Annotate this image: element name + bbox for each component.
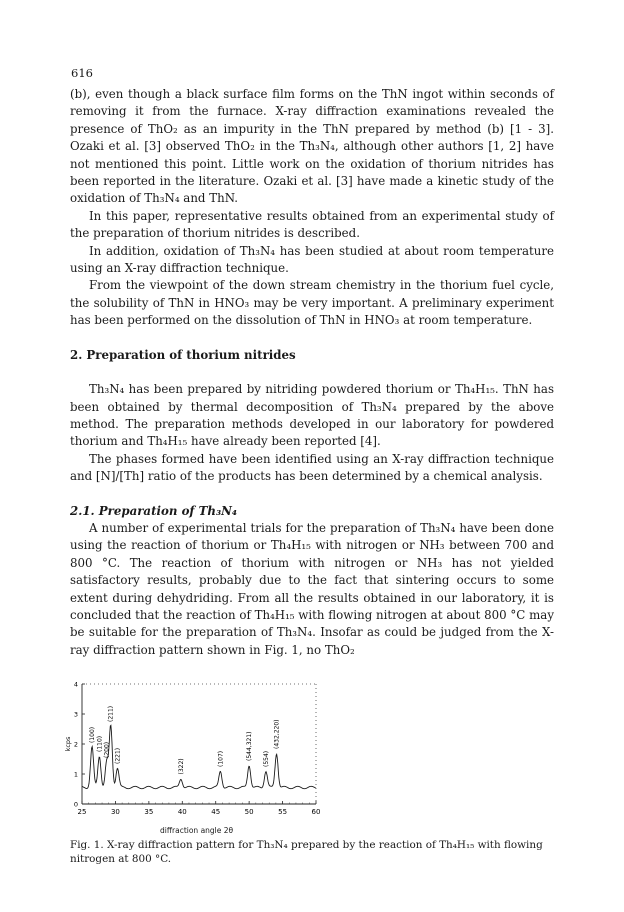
xrd-chart [64, 676, 364, 826]
peak-label: (544,321) [246, 731, 254, 761]
x-tick-label: 55 [278, 808, 288, 816]
y-tick-label: 3 [73, 710, 78, 719]
paragraph: (b), even though a black surface film forms on the ThN ingot within seconds of removing it from the furnace. X-ray diffraction examinations revealed the presence of ThO₂ as an impurity in the ThN prepared by method (b) [1 - 3]. Ozaki et al. [3] observed ThO₂ in the Th₃N₄, although other authors [1, 2] have not mentioned this point. Little work on the oxidation of thorium nitrides has been reported in the literature. Ozaki et al. [3] have made a kinetic study of the oxidation of Th₃N₄ and ThN. [70, 87, 554, 206]
x-tick-label: 35 [144, 808, 154, 816]
peak-label: (100) [89, 726, 97, 743]
peak-label: (554) [262, 750, 270, 767]
peak-label: (110) [96, 735, 104, 752]
paragraph: In this paper, representative results obtained from an experimental study of the preparation of thorium nitrides is described. [70, 208, 554, 241]
peak-label: (322) [177, 758, 185, 775]
paragraph: In addition, oxidation of Th₃N₄ has been studied at about room temperature using an X-ray diffraction technique. [70, 243, 554, 276]
x-tick-label: 25 [77, 808, 87, 816]
paragraph: The phases formed have been identified using an X-ray diffraction technique and [N]/[Th] ratio of the products has been determined by a chemical analysis. [70, 451, 554, 484]
paragraph: Th₃N₄ has been prepared by nitriding powdered thorium or Th₄H₁₅. ThN has been obtained by thermal decomposition of Th₃N₄ prepared by the above method. The preparation methods developed in our laboratory for powdered thorium and Th₄H₁₅ have already been reported [4]. [70, 382, 554, 449]
page-number: 616 [71, 66, 93, 80]
x-tick-label: 30 [110, 808, 120, 816]
x-tick-label: 50 [244, 808, 254, 816]
subsection-heading: 2.1. Preparation of Th₃N₄ [70, 503, 238, 518]
y-tick-label: 4 [73, 680, 78, 689]
x-tick-label: 60 [311, 808, 321, 816]
xrd-chart-svg [64, 676, 364, 826]
y-axis-label: kcps [64, 736, 72, 752]
peak-label: (107) [217, 750, 225, 767]
body-text-top [70, 86, 554, 659]
peak-label: (432,220) [273, 719, 281, 749]
peak-label: (211) [107, 705, 115, 722]
y-tick-label: 2 [73, 740, 78, 749]
y-tick-label: 0 [73, 800, 78, 809]
paragraph: From the viewpoint of the down stream chemistry in the thorium fuel cycle, the solubility of ThN in HNO₃ may be very important. A preliminary experiment has been performed on the dissolution of ThN in HNO₃ at room temperature. [70, 278, 554, 328]
paragraph: A number of experimental trials for the preparation of Th₃N₄ have been done using the reaction of thorium or Th₄H₁₅ with nitrogen or NH₃ between 700 and 800 °C. The reaction of thorium with nitrogen or NH₃ has not yielded satisfactory results, probably due to the fact that sintering occurs to some extent during dehydriding. From all the results obtained in our laboratory, it is concluded that the reaction of Th₄H₁₅ with flowing nitrogen at about 800 °C may be suitable for the preparation of Th₃N₄. Insofar as could be judged from the X-ray diffraction pattern shown in Fig. 1, no ThO₂ [70, 520, 554, 657]
x-tick-label: 45 [211, 808, 221, 816]
x-tick-label: 40 [177, 808, 187, 816]
y-tick-label: 1 [73, 770, 78, 779]
peak-label: (221) [114, 747, 122, 764]
x-axis-title: diffraction angle 2θ [160, 826, 234, 835]
figure-caption: Fig. 1. X-ray diffraction pattern for Th₃N₄ prepared by the reaction of Th₄H₁₅ with flowing nitrogen at 800 °C. [70, 839, 543, 865]
figure-caption-block [70, 826, 554, 866]
peak-label: (200) [103, 741, 111, 758]
section-heading: 2. Preparation of thorium nitrides [70, 347, 296, 362]
